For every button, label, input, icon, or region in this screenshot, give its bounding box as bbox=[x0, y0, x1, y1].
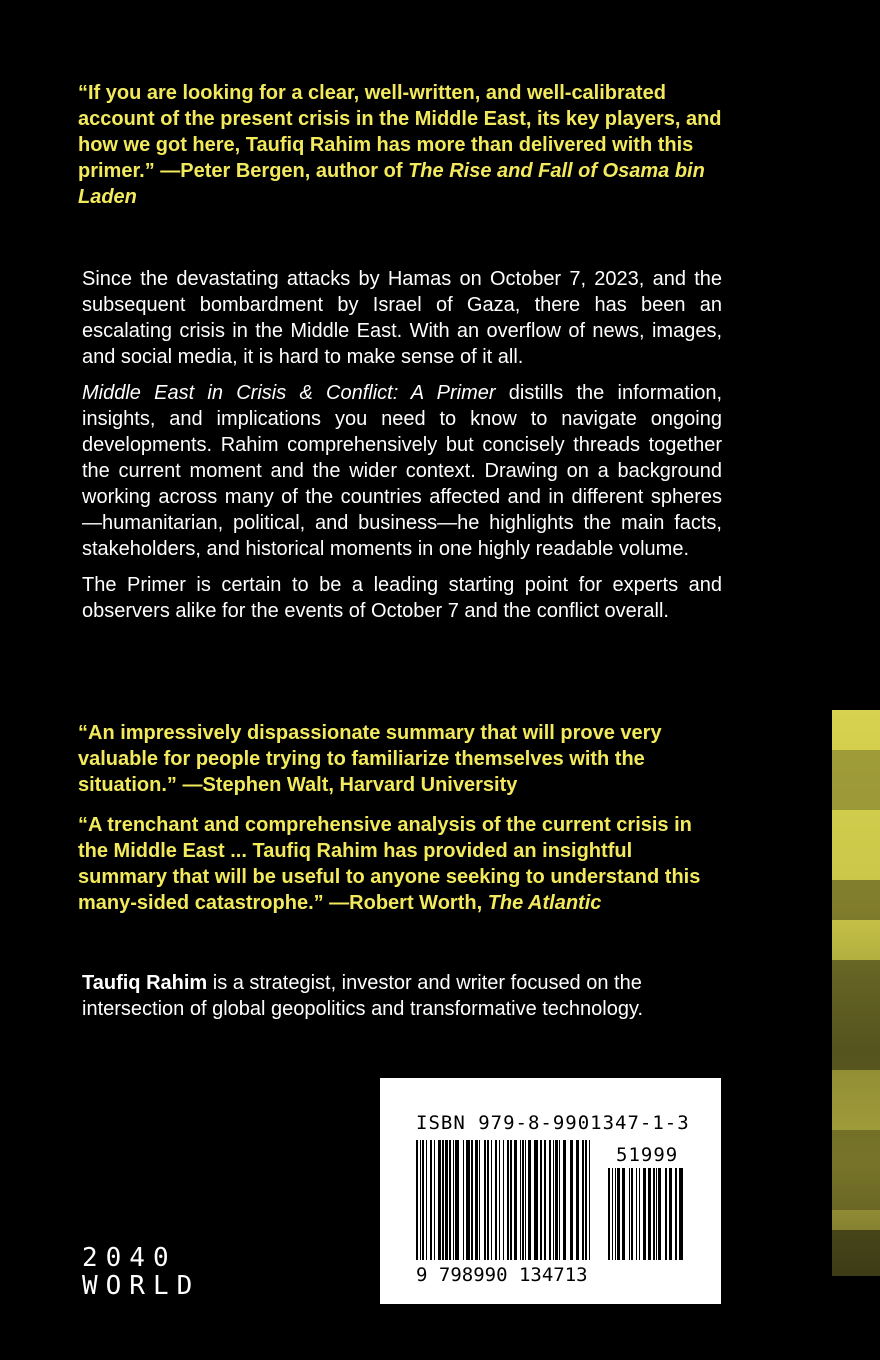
isbn-number: ISBN 979-8-9901347-1-3 bbox=[416, 1112, 690, 1134]
description-paragraph-2 bbox=[82, 380, 722, 562]
quote-text: “If you are looking for a clear, well-written, and well-calibrated account of the present crisis in the Middle East, its key players, and how we got here, Taufiq Rahim has more than delivered with this primer.” bbox=[78, 82, 722, 182]
author-bio bbox=[82, 970, 732, 1022]
quote-attribution: —Peter Bergen, author of bbox=[154, 160, 409, 182]
price-addon-bars bbox=[608, 1168, 683, 1260]
quote-attribution: —Stephen Walt, Harvard University bbox=[176, 774, 518, 796]
praise-quote-bergen bbox=[78, 80, 726, 210]
ean-digits: 9 798990 134713 bbox=[416, 1264, 588, 1286]
price-code: 51999 bbox=[616, 1144, 679, 1166]
quote-work-title: The Atlantic bbox=[487, 892, 602, 914]
quote-attribution: —Robert Worth, bbox=[323, 892, 488, 914]
praise-quote-walt bbox=[78, 720, 726, 798]
quote-text: “A trenchant and comprehensive analysis of the current crisis in the Middle East ... Taufiq Rahim has provided an insightful summary that will be useful to anyone seeking to understand this many-sided catastrophe.” bbox=[78, 814, 701, 914]
description-paragraph-3: The Primer is certain to be a leading starting point for experts and observers alike for the events of October 7 and the conflict overall. bbox=[82, 574, 722, 622]
cover-photo-edge bbox=[832, 710, 880, 1276]
author-bio-text: is a strategist, investor and writer focused on the intersection of global geopolitics and transformative technology. bbox=[82, 972, 644, 1020]
book-description bbox=[82, 266, 722, 634]
publisher-logo-line-1: 2040 bbox=[82, 1243, 177, 1273]
isbn-barcode-box bbox=[380, 1078, 721, 1304]
description-paragraph-1: Since the devastating attacks by Hamas on October 7, 2023, and the subsequent bombardment by Israel of Gaza, there has been an escalating crisis in the Middle East. With an overflow of news, images, and social media, it is hard to make sense of it all. bbox=[82, 268, 722, 368]
publisher-logo-line-2: WORLD bbox=[82, 1271, 201, 1301]
quote-work-title: The Rise and Fall of Osama bin Laden bbox=[78, 160, 705, 208]
praise-quote-worth bbox=[78, 812, 726, 916]
ean-barcode-bars bbox=[416, 1140, 590, 1260]
description-paragraph-2-text: distills the information, insights, and implications you need to know to navigate ongoing developments. Rahim comprehensively but concisely threads together the current moment and the wider context. Drawing on a background working across many of the countries affected and in different spheres—humanitarian, political, and business—he highlights the main facts, stakeholders, and historical moments in one highly readable volume. bbox=[82, 382, 723, 560]
book-title: Middle East in Crisis & Conflict: A Primer bbox=[82, 382, 496, 404]
author-name: Taufiq Rahim bbox=[82, 972, 208, 994]
quote-text: “An impressively dispassionate summary that will prove very valuable for people trying to familiarize themselves with the situation.” bbox=[78, 722, 662, 796]
publisher-logo bbox=[82, 1244, 200, 1300]
